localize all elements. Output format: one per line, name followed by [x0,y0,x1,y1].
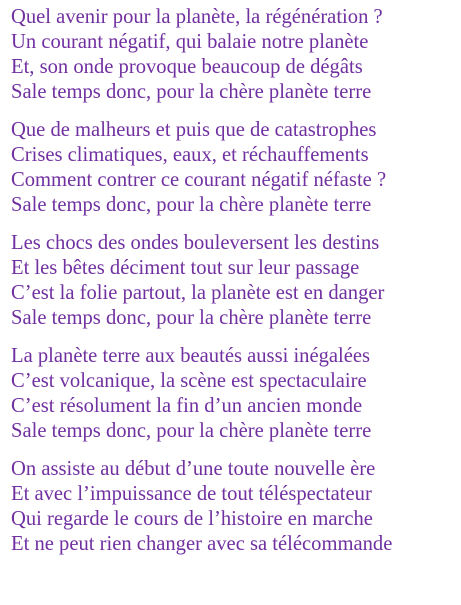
poem-line: Un courant négatif, qui balaie notre planète [11,31,369,53]
poem-line: Comment contrer ce courant négatif néfaste ? [11,169,387,191]
poem-line: Qui regarde le cours de l’histoire en marche [11,508,373,530]
stanza-5 [11,457,457,557]
poem-line: Crises climatiques, eaux, et réchauffements [11,144,369,166]
poem-line: C’est la folie partout, la planète est en danger [11,282,385,304]
poem-line: Et ne peut rien changer avec sa télécommande [11,533,393,555]
stanza-2 [11,118,457,218]
poem [11,5,457,570]
poem-line: Les chocs des ondes bouleversent les destins [11,232,380,254]
poem-line: Sale temps donc, pour la chère planète terre [11,307,372,329]
stanza-4 [11,344,457,444]
poem-line: On assiste au début d’une toute nouvelle ère [11,458,376,480]
stanza-1 [11,5,457,105]
poem-line: C’est résolument la fin d’un ancien monde [11,395,363,417]
poem-line: Quel avenir pour la planète, la régénération ? [11,6,383,28]
poem-line: Et, son onde provoque beaucoup de dégâts [11,56,363,78]
poem-line: Que de malheurs et puis que de catastrophes [11,119,377,141]
poem-line: Sale temps donc, pour la chère planète terre [11,194,372,216]
poem-line: C’est volcanique, la scène est spectaculaire [11,370,367,392]
poem-line: Sale temps donc, pour la chère planète terre [11,81,372,103]
poem-line: Sale temps donc, pour la chère planète terre [11,420,372,442]
poem-line: Et avec l’impuissance de tout téléspectateur [11,483,372,505]
stanza-3 [11,231,457,331]
poem-line: Et les bêtes déciment tout sur leur passage [11,257,360,279]
poem-line: La planète terre aux beautés aussi inégalées [11,345,371,367]
